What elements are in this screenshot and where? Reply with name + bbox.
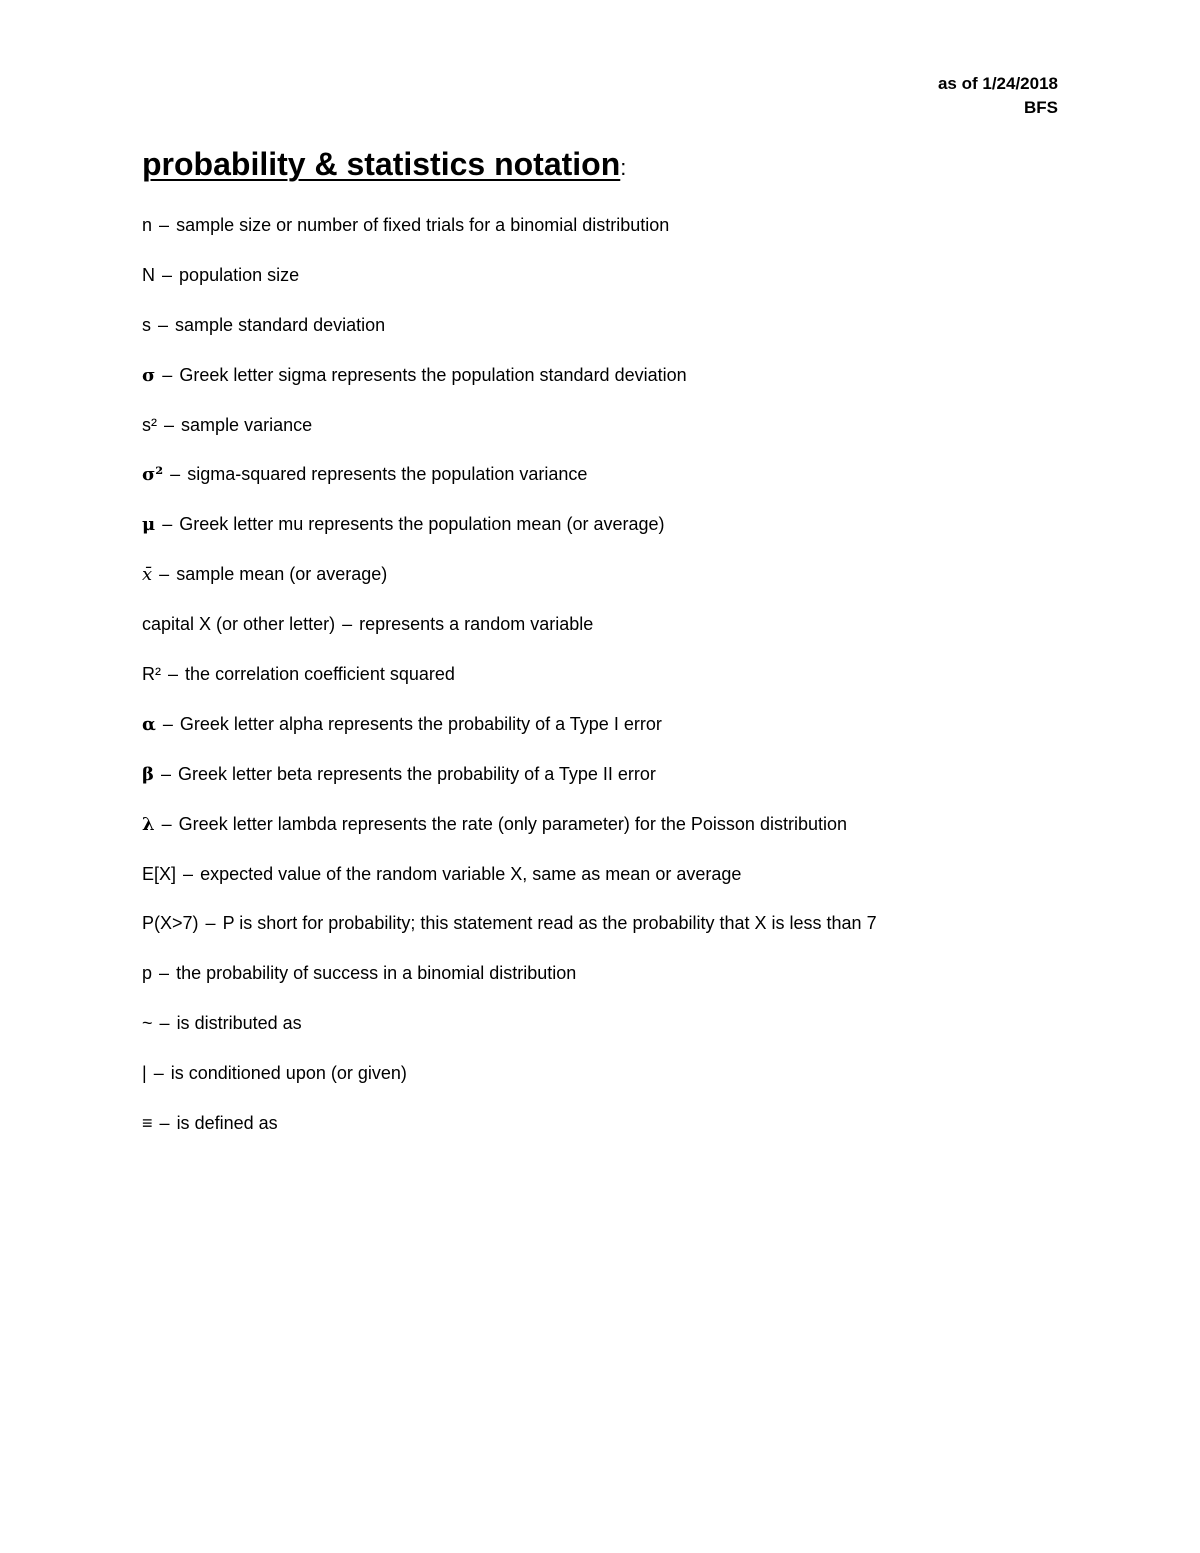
notation-symbol: capital X (or other letter) — [142, 614, 336, 635]
page-title — [142, 144, 626, 188]
page-title-colon: : — [620, 155, 627, 180]
notation-description: sigma-squared represents the population variance — [187, 464, 588, 485]
notation-description: is defined as — [176, 1113, 278, 1134]
notation-item — [142, 212, 1062, 262]
notation-item — [142, 861, 1062, 911]
notation-separator: – — [159, 1013, 170, 1034]
notation-description: P is short for probability; this statement read as the probability that X is less than 7 — [222, 913, 877, 934]
notation-symbol: λ — [142, 813, 155, 835]
notation-symbol: | — [142, 1063, 147, 1084]
notation-symbol: μ — [142, 514, 156, 536]
notation-symbol: x̄ — [142, 564, 153, 586]
notation-description: Greek letter mu represents the population mean (or average) — [179, 514, 665, 535]
document-header — [938, 72, 1058, 120]
date-line: as of 1/24/2018 — [937, 74, 1058, 93]
notation-symbol: N — [142, 264, 155, 285]
notation-separator: – — [342, 614, 353, 635]
notation-item — [142, 661, 1062, 711]
notation-symbol: β — [142, 763, 154, 785]
notation-symbol: σ² — [142, 464, 164, 486]
notation-symbol: s² — [142, 414, 157, 435]
notation-description: sample mean (or average) — [176, 564, 388, 585]
notation-item — [142, 412, 1062, 462]
notation-item — [142, 262, 1062, 312]
notation-description: is distributed as — [176, 1013, 302, 1034]
notation-description: sample standard deviation — [175, 314, 386, 335]
notation-item — [142, 811, 1062, 861]
notation-separator: – — [162, 514, 173, 535]
notation-description: represents a random variable — [359, 614, 594, 635]
notation-description: Greek letter lambda represents the rate (only parameter) for the Poisson distribution — [178, 813, 847, 834]
notation-symbol: σ — [142, 364, 156, 386]
notation-symbol: n — [142, 215, 153, 235]
notation-description: the correlation coefficient squared — [185, 664, 455, 685]
notation-description: Greek letter beta represents the probability of a Type II error — [178, 763, 656, 784]
notation-separator: – — [168, 664, 179, 685]
notation-item — [142, 761, 1062, 811]
notation-symbol: P(X>7) — [142, 913, 199, 934]
notation-symbol: ≡ — [142, 1113, 153, 1134]
notation-symbol: s — [142, 314, 151, 335]
notation-symbol: α — [142, 713, 156, 735]
notation-item — [142, 511, 1062, 561]
notation-symbol: R² — [142, 664, 161, 685]
notation-item — [142, 711, 1062, 761]
notation-item — [142, 611, 1062, 661]
notation-description: Greek letter alpha represents the probability of a Type I error — [179, 713, 662, 734]
notation-list — [142, 212, 1062, 1160]
notation-item — [142, 1010, 1062, 1060]
notation-separator: – — [161, 813, 172, 834]
notation-separator: – — [159, 215, 170, 235]
notation-separator: – — [183, 863, 194, 884]
notation-separator: – — [160, 763, 171, 784]
notation-item — [142, 362, 1062, 412]
notation-description: is conditioned upon (or given) — [170, 1063, 407, 1084]
notation-item — [142, 910, 1062, 960]
notation-separator: – — [153, 1063, 164, 1084]
notation-separator: – — [170, 464, 181, 485]
author-initials: BFS — [1024, 98, 1058, 117]
notation-separator: – — [162, 713, 173, 734]
notation-item — [142, 561, 1062, 611]
notation-description: sample size or number of fixed trials for a binomial distribution — [176, 215, 670, 235]
notation-separator: – — [162, 264, 173, 285]
notation-item — [142, 1110, 1062, 1160]
notation-description: sample variance — [181, 414, 313, 435]
notation-description: the probability of success in a binomial distribution — [176, 963, 577, 984]
notation-item — [142, 960, 1062, 1010]
notation-separator: – — [159, 564, 170, 585]
notation-symbol: p — [142, 963, 153, 984]
notation-item — [142, 461, 1062, 511]
notation-item — [142, 312, 1062, 362]
page-title-text: probability & statistics notation — [142, 146, 621, 182]
notation-separator: – — [159, 1113, 170, 1134]
notation-separator: – — [205, 913, 216, 934]
notation-separator: – — [159, 963, 170, 984]
notation-item — [142, 1060, 1062, 1110]
notation-description: expected value of the random variable X, same as mean or average — [200, 863, 742, 884]
notation-description: Greek letter sigma represents the population standard deviation — [179, 364, 687, 385]
notation-symbol: E[X] — [142, 863, 177, 884]
notation-separator: – — [164, 414, 175, 435]
notation-separator: – — [158, 314, 169, 335]
notation-description: population size — [179, 264, 300, 285]
notation-separator: – — [162, 364, 173, 385]
notation-symbol: ~ — [142, 1013, 153, 1034]
